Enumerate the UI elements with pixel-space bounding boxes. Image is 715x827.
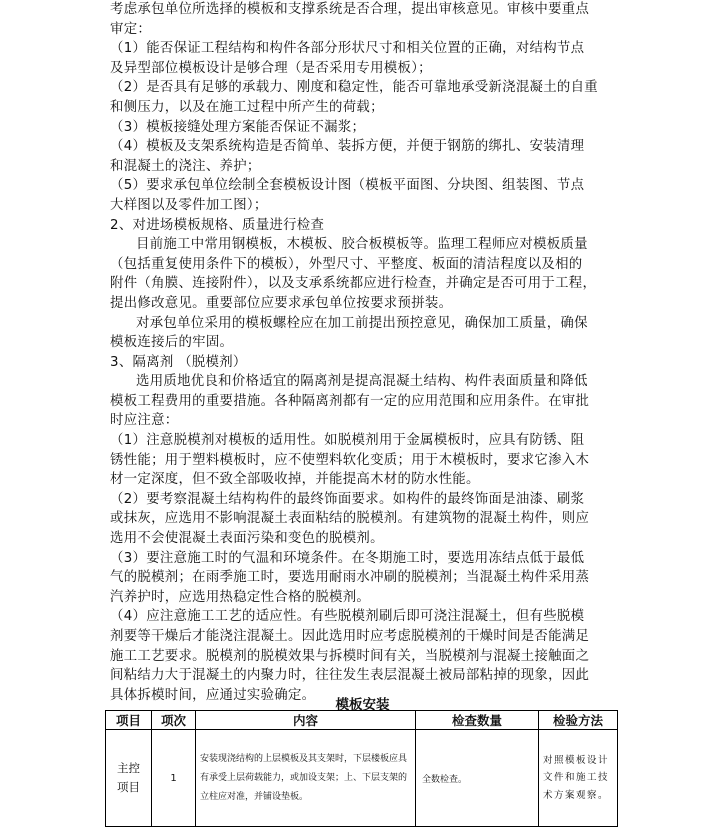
- section-title: 模板安装: [335, 697, 390, 713]
- body-line: （3）模板接缝处理方案能否保证不漏浆；: [110, 119, 366, 135]
- table-header-row: [106, 711, 618, 730]
- col-header-no: 项次: [152, 711, 196, 730]
- col-header-content: 内容: [196, 711, 416, 730]
- body-line: （4）模板及支架系统构造是否简单、装拆方便，并便于钢筋的绑扎、安装清理: [110, 139, 585, 155]
- cell-item: 主控项目: [106, 730, 152, 827]
- body-line: 附件（角膜、连接附件），以及支承系统都应进行检查，并确定是否可用于工程，: [110, 276, 597, 292]
- body-line: 模板连接后的牢固。: [110, 335, 234, 351]
- body-line: 锈性能；用于塑料模板时，应不使塑料软化变质；用于木模板时，要求它渗入木: [110, 452, 590, 468]
- body-line: （1）注意脱模剂对模板的适用性。如脱模剂用于金属模板时，应具有防锈、阻: [110, 433, 585, 449]
- body-line: 剂要等干燥后才能浇注混凝土。因此选用时应考虑脱模剂的干燥时间是否能满足: [110, 629, 590, 644]
- body-line: 模板工程费用的重要措施。各种隔离剂都有一定的应用范围和应用条件。在审批: [110, 393, 590, 409]
- body-line: 3、隔离剂 （脱模剂）: [110, 354, 247, 370]
- document-page: [110, 0, 615, 802]
- body-line: （2）是否具有足够的承载力、刚度和稳定性，能否可靠地承受新浇混凝土的自重: [110, 80, 598, 96]
- body-line: （4）应注意施工工艺的适应性。有些脱模剂刷后即可浇注混凝土，但有些脱模: [110, 609, 585, 625]
- body-line: 和混凝土的浇注、养护；: [110, 158, 261, 174]
- body-line: 气的脱模剂；在雨季施工时，要选用耐雨水冲刷的脱模剂；当混凝土构件采用蒸: [110, 570, 590, 586]
- body-line: 汽养护时，应选用热稳定性合格的脱模剂。: [110, 589, 371, 605]
- body-line: 审定：: [110, 21, 152, 37]
- cell-no: 1: [152, 730, 196, 827]
- body-line: 大样图以及零件加工图）；: [110, 197, 268, 213]
- body-line: 时应注意：: [110, 413, 179, 429]
- body-line: （2）要考察混凝土结构构件的最终饰面要求。如构件的最终饰面是油漆、刷浆: [110, 491, 585, 507]
- cell-content: 安装现浇结构的上层模板及其支架时，下层楼板应具有承受上层荷载能力，或加设支架；上、下层支架的立柱应对准，并铺设垫板。: [196, 730, 416, 827]
- body-line: （1）能否保证工程结构和构件各部分形状尺寸和相关位置的正确，对结构节点: [110, 41, 585, 57]
- body-line: 选用不会使混凝土表面污染和变色的脱模剂。: [110, 531, 384, 547]
- body-line: （3）要注意施工时的气温和环境条件。在冬期施工时，要选用冻结点低于最低: [110, 550, 585, 566]
- body-line: 对承包单位采用的模板螺栓应在加工前提出预控意见，确保加工质量，确保: [136, 315, 588, 331]
- col-header-count: 检查数量: [416, 711, 539, 730]
- body-line: 及异型部位模板设计是够合理（是否采用专用模板）；: [110, 60, 432, 76]
- cell-count: 全数检查。: [416, 730, 539, 827]
- body-line: 具体拆模时间，应通过实验确定。: [110, 687, 316, 703]
- body-line: 间粘结力大于混凝土的内聚力时，往往发生表层混凝土被局部粘掉的现象，因此: [110, 668, 590, 684]
- cell-method: 对照模板设计文件和施工技术方案观察。: [539, 730, 618, 827]
- body-line: 选用质地优良和价格适宜的隔离剂是提高混凝土结构、构件表面质量和降低: [136, 374, 588, 390]
- body-line: 提出修改意见。重要部位应要求承包单位按要求预拼装。: [110, 295, 453, 311]
- body-line: 和侧压力，以及在施工过程中所产生的荷载；: [110, 99, 384, 115]
- col-header-method: 检验方法: [539, 711, 618, 730]
- inspection-table: [105, 710, 618, 827]
- body-line: （包括重复使用条件下的模板），外型尺寸、平整度、板面的清洁程度以及相的: [110, 256, 583, 272]
- body-line: 考虑承包单位所选择的模板和支撑系统是否合理，提出审核意见。审核中要重点: [110, 2, 590, 17]
- body-line: 2、对进场模板规格、质量进行检查: [110, 217, 325, 233]
- body-line: 目前施工中常用钢模板，木模板、胶合板模板等。监理工程师应对模板质量: [136, 237, 588, 253]
- col-header-item: 项目: [106, 711, 152, 730]
- table-row: [106, 730, 618, 827]
- body-line: 或抹灰，应选用不影响混凝土表面粘结的脱模剂。有建筑物的混凝土构件，则应: [110, 511, 590, 527]
- body-text: [110, 0, 615, 705]
- body-line: 施工工艺要求。脱模剂的脱模效果与拆模时间有关，当脱模剂与混凝土接触面之: [110, 648, 590, 664]
- body-line: 材一定深度，但不致全部吸收掉，并能提高木材的防水性能。: [110, 472, 480, 488]
- body-line: （5）要求承包单位绘制全套模板设计图（模板平面图、分块图、组装图、节点: [110, 178, 585, 194]
